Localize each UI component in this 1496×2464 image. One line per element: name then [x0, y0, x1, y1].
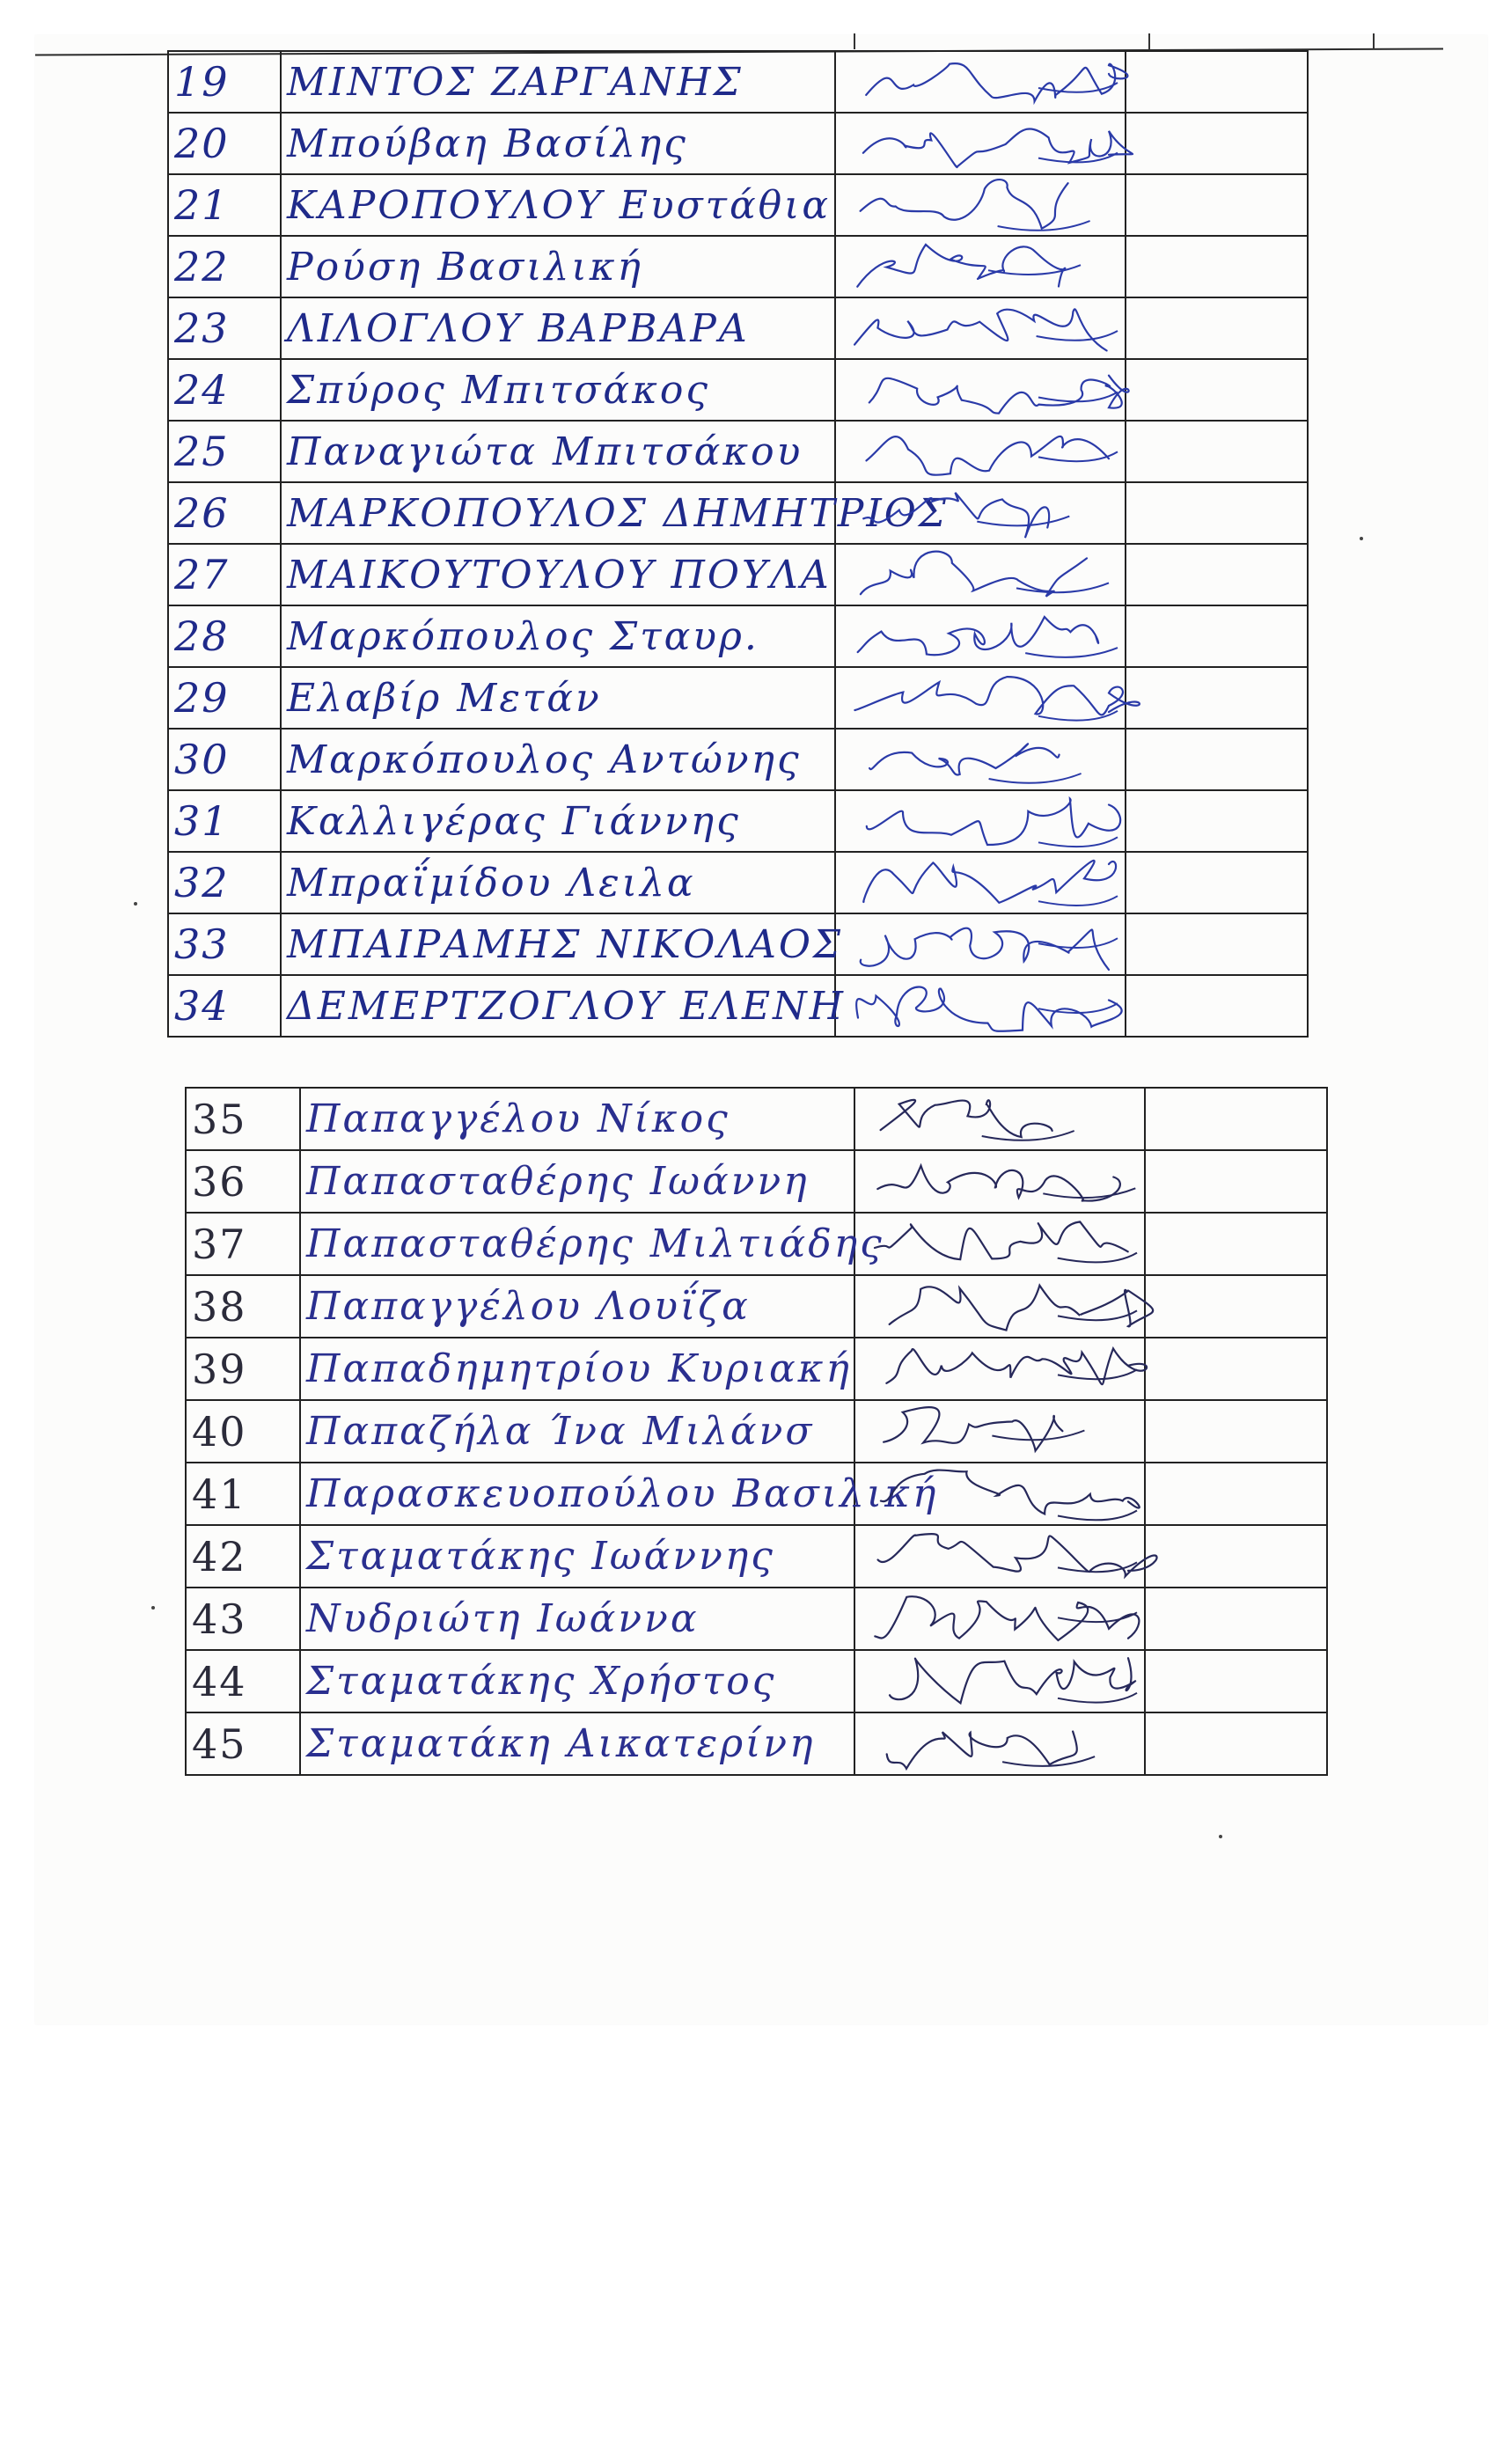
- table-row: [186, 1213, 1327, 1275]
- handwritten-name: ΜΠΑΙΡΑΜΗΣ ΝΙΚΟΛΑΟΣ: [281, 913, 835, 975]
- row-number: 40: [186, 1400, 300, 1463]
- handwritten-name: Παπασταθέρης Ιωάννη: [300, 1150, 854, 1213]
- empty-cell: [1126, 729, 1308, 790]
- empty-cell: [1145, 1712, 1327, 1775]
- row-number: 36: [186, 1150, 300, 1213]
- row-number: 28: [168, 605, 281, 667]
- scan-speck: [134, 902, 137, 906]
- table-row: [168, 667, 1308, 729]
- signature-cell: [854, 1712, 1145, 1775]
- scan-speck: [151, 1606, 155, 1610]
- signature-table-lower: [185, 1087, 1328, 1776]
- handwritten-name: Σπύρος Μπιτσάκος: [281, 359, 835, 421]
- empty-cell: [1126, 51, 1308, 113]
- empty-cell: [1126, 359, 1308, 421]
- row-number: 33: [168, 913, 281, 975]
- row-number: 35: [186, 1088, 300, 1150]
- handwritten-name: Παπαγγέλου Λουΐζα: [300, 1275, 854, 1338]
- handwritten-name: ΛΙΛΟΓΛΟΥ ΒΑΡΒΑΡΑ: [281, 297, 835, 359]
- row-number: 44: [186, 1650, 300, 1712]
- empty-cell: [1126, 421, 1308, 482]
- handwritten-name: Σταματάκης Ιωάννης: [300, 1525, 854, 1588]
- handwritten-name: Ελαβίρ Μετάν: [281, 667, 835, 729]
- handwritten-name: Σταματάκη Αικατερίνη: [300, 1712, 854, 1775]
- handwritten-name: Παπαδημητρίου Κυριακή: [300, 1338, 854, 1400]
- page-tick-mark: [1148, 33, 1150, 49]
- handwritten-name: Μαρκόπουλος Σταυρ.: [281, 605, 835, 667]
- table-row: [168, 297, 1308, 359]
- signature-cell: [835, 975, 1126, 1037]
- empty-cell: [1145, 1150, 1327, 1213]
- row-number: 30: [168, 729, 281, 790]
- empty-cell: [1145, 1400, 1327, 1463]
- empty-cell: [1126, 482, 1308, 544]
- table-row: [186, 1525, 1327, 1588]
- handwritten-name: ΔΕΜΕΡΤΖΟΓΛΟΥ ΕΛΕΝΗ: [281, 975, 835, 1037]
- empty-cell: [1126, 605, 1308, 667]
- page-tick-mark: [1373, 33, 1375, 49]
- row-number: 25: [168, 421, 281, 482]
- empty-cell: [1126, 667, 1308, 729]
- table-row: [168, 359, 1308, 421]
- empty-cell: [1145, 1525, 1327, 1588]
- table-row: [186, 1650, 1327, 1712]
- table-row: [186, 1275, 1327, 1338]
- handwritten-name: Παπασταθέρης Μιλτιάδης: [300, 1213, 854, 1275]
- table-row: [186, 1088, 1327, 1150]
- row-number: 32: [168, 852, 281, 913]
- handwritten-name: Νυδριώτη Ιωάννα: [300, 1588, 854, 1650]
- empty-cell: [1145, 1650, 1327, 1712]
- table-row: [186, 1712, 1327, 1775]
- empty-cell: [1145, 1338, 1327, 1400]
- table-row: [168, 113, 1308, 174]
- table-row: [168, 421, 1308, 482]
- row-number: 34: [168, 975, 281, 1037]
- row-number: 42: [186, 1525, 300, 1588]
- handwritten-name: ΜΑΡΚΟΠΟΥΛΟΣ ΔΗΜΗΤΡΙΟΣ: [281, 482, 835, 544]
- handwritten-name: Παπαγγέλου Νίκος: [300, 1088, 854, 1150]
- table-row: [168, 174, 1308, 236]
- row-number: 45: [186, 1712, 300, 1775]
- empty-cell: [1126, 113, 1308, 174]
- signature-table-upper: [167, 50, 1309, 1038]
- row-number: 19: [168, 51, 281, 113]
- row-number: 22: [168, 236, 281, 297]
- handwritten-name: ΜΙΝΤΟΣ ΖΑΡΓΑΝΗΣ: [281, 51, 835, 113]
- handwritten-name: Ρούση Βασιλική: [281, 236, 835, 297]
- empty-cell: [1126, 913, 1308, 975]
- row-number: 23: [168, 297, 281, 359]
- table-row: [168, 913, 1308, 975]
- table-row: [186, 1400, 1327, 1463]
- table-row: [168, 729, 1308, 790]
- handwritten-name: Μαρκόπουλος Αντώνης: [281, 729, 835, 790]
- handwritten-name: ΜΑΙΚΟΥΤΟΥΛΟΥ ΠΟΥΛΑ: [281, 544, 835, 605]
- table-row: [186, 1338, 1327, 1400]
- row-number: 43: [186, 1588, 300, 1650]
- table-row: [186, 1588, 1327, 1650]
- row-number: 38: [186, 1275, 300, 1338]
- empty-cell: [1126, 852, 1308, 913]
- handwritten-name: Παπαζήλα Ίνα Μιλάνσ: [300, 1400, 854, 1463]
- row-number: 39: [186, 1338, 300, 1400]
- handwritten-name: ΚΑΡΟΠΟΥΛΟΥ Ευστάθια: [281, 174, 835, 236]
- table-row: [168, 790, 1308, 852]
- row-number: 21: [168, 174, 281, 236]
- handwritten-name: Παρασκευοπούλου Βασιλική: [300, 1463, 854, 1525]
- scan-speck: [1360, 537, 1363, 540]
- row-number: 31: [168, 790, 281, 852]
- table-row: [168, 544, 1308, 605]
- empty-cell: [1126, 297, 1308, 359]
- row-number: 29: [168, 667, 281, 729]
- empty-cell: [1145, 1275, 1327, 1338]
- table-row: [168, 852, 1308, 913]
- table-row: [168, 482, 1308, 544]
- handwritten-name: Σταματάκης Χρήστος: [300, 1650, 854, 1712]
- table-row: [168, 605, 1308, 667]
- row-number: 41: [186, 1463, 300, 1525]
- empty-cell: [1126, 544, 1308, 605]
- table-row: [186, 1463, 1327, 1525]
- row-number: 24: [168, 359, 281, 421]
- handwritten-name: Καλλιγέρας Γιάννης: [281, 790, 835, 852]
- empty-cell: [1145, 1213, 1327, 1275]
- row-number: 20: [168, 113, 281, 174]
- empty-cell: [1145, 1588, 1327, 1650]
- empty-cell: [1145, 1088, 1327, 1150]
- table-row: [168, 51, 1308, 113]
- empty-cell: [1145, 1463, 1327, 1525]
- signature-scribble: [855, 1703, 1146, 1784]
- table-row: [168, 236, 1308, 297]
- row-number: 26: [168, 482, 281, 544]
- handwritten-name: Μπραΐμίδου Λειλα: [281, 852, 835, 913]
- empty-cell: [1126, 174, 1308, 236]
- row-number: 27: [168, 544, 281, 605]
- empty-cell: [1126, 790, 1308, 852]
- empty-cell: [1126, 975, 1308, 1037]
- table-row: [186, 1150, 1327, 1213]
- handwritten-name: Παναγιώτα Μπιτσάκου: [281, 421, 835, 482]
- row-number: 37: [186, 1213, 300, 1275]
- scan-speck: [1219, 1835, 1222, 1838]
- signature-scribble: [836, 965, 1126, 1046]
- table-row: [168, 975, 1308, 1037]
- handwritten-name: Μπούβαη Βασίλης: [281, 113, 835, 174]
- empty-cell: [1126, 236, 1308, 297]
